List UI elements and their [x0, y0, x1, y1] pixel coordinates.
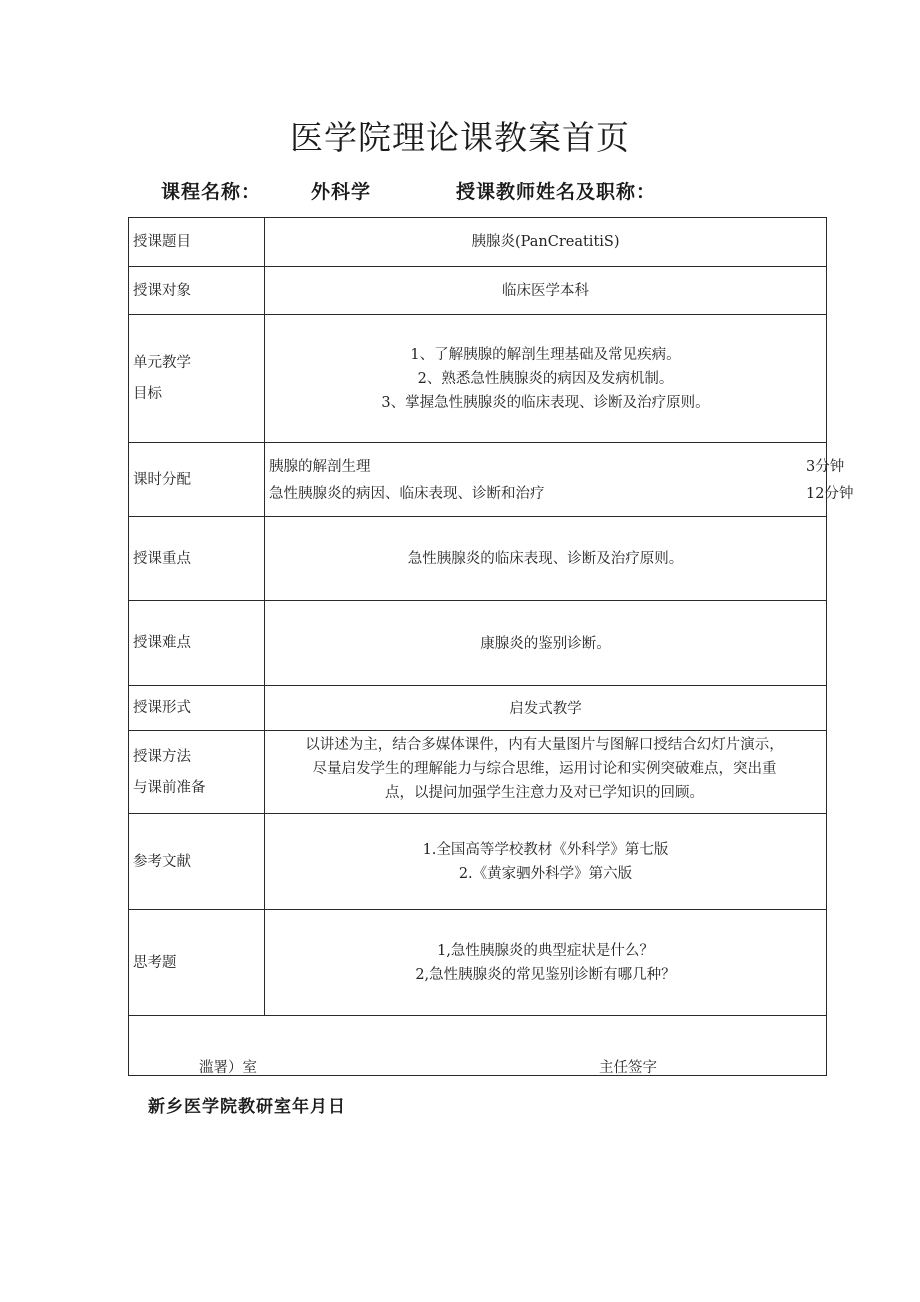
- footer-note: 新乡医学院教研室年月日: [148, 1097, 346, 1117]
- row-key-points: [129, 516, 826, 601]
- topic-value: 胰腺炎(PanCreatitiS): [471, 234, 620, 250]
- row-questions: [129, 909, 826, 1016]
- goal-item: 3、掌握急性胰腺炎的临床表现、诊断及治疗原则。: [381, 395, 710, 411]
- teacher-name-label: 授课教师姓名及职称：: [456, 181, 657, 203]
- difficulties-value: 康腺炎的鉴别诊断。: [480, 635, 611, 652]
- questions-list: [265, 910, 826, 1016]
- row-topic: [129, 218, 826, 266]
- difficulties-label: 授课难点: [129, 601, 265, 686]
- reference-item: 1.全国高等学校教材《外科学》第七版: [422, 842, 669, 858]
- row-difficulties: [129, 600, 826, 686]
- method-text: 以讲述为主，结合多媒体课件，内有大量图片与图解口授结合幻灯片演示， 尽量启发学生的理解能力与综合思维，运用讨论和实例突破难点，突出重 点，以提问加强学生注意力及对已学知识的回顾。: [305, 737, 784, 801]
- references-label: 参考文献: [129, 814, 265, 910]
- questions-label: 思考题: [129, 910, 265, 1016]
- schedule-item: 急性胰腺炎的病因、临床表现、诊断和治疗: [269, 486, 545, 502]
- schedule-minutes: 3分钟: [806, 459, 845, 475]
- row-references: [129, 813, 826, 910]
- references-list: [265, 814, 826, 910]
- method-label: 授课方法 与课前准备: [129, 731, 265, 814]
- format-label: 授课形式: [129, 686, 265, 731]
- row-signature: [129, 1015, 826, 1078]
- schedule-item: 胰腺的解剖生理: [269, 459, 371, 475]
- page-title: 医学院理论课教案首页: [290, 118, 630, 157]
- schedule-minutes: 12分钟: [806, 486, 854, 502]
- schedule-label: 课时分配: [129, 443, 265, 517]
- lesson-plan-table: [128, 217, 854, 1076]
- goals-list: [265, 315, 826, 443]
- goal-item: 2、熟悉急性胰腺炎的病因及发病机制。: [417, 371, 674, 387]
- key-points-label: 授课重点: [129, 517, 265, 601]
- question-item: 1,急性胰腺炎的典型症状是什么？: [437, 943, 654, 959]
- row-schedule: [129, 442, 854, 517]
- director-signature: 主任签字: [599, 1060, 657, 1076]
- topic-label: 授课题目: [129, 218, 265, 266]
- question-item: 2,急性胰腺炎的常见鉴别诊断有哪几种？: [415, 967, 676, 983]
- audience-value: 临床医学本科: [502, 283, 589, 299]
- reference-item: 2.《黄家驷外科学》第六版: [458, 866, 633, 882]
- row-goals: [129, 314, 826, 443]
- format-value: 启发式教学: [509, 700, 582, 717]
- schedule-list: [265, 443, 854, 517]
- row-audience: [129, 266, 826, 315]
- goal-item: 1、了解胰腺的解剖生理基础及常见疾病。: [410, 347, 681, 363]
- audience-label: 授课对象: [129, 267, 265, 315]
- course-name-label: 课程名称：: [161, 181, 262, 203]
- key-points-value: 急性胰腺炎的临床表现、诊断及治疗原则。: [407, 551, 684, 567]
- goals-label: 单元教学 目标: [129, 315, 265, 443]
- department-signature: 滥署）室: [199, 1060, 257, 1076]
- row-format: [129, 685, 826, 731]
- course-name-value: 外科学: [311, 181, 372, 203]
- row-method: [129, 730, 826, 814]
